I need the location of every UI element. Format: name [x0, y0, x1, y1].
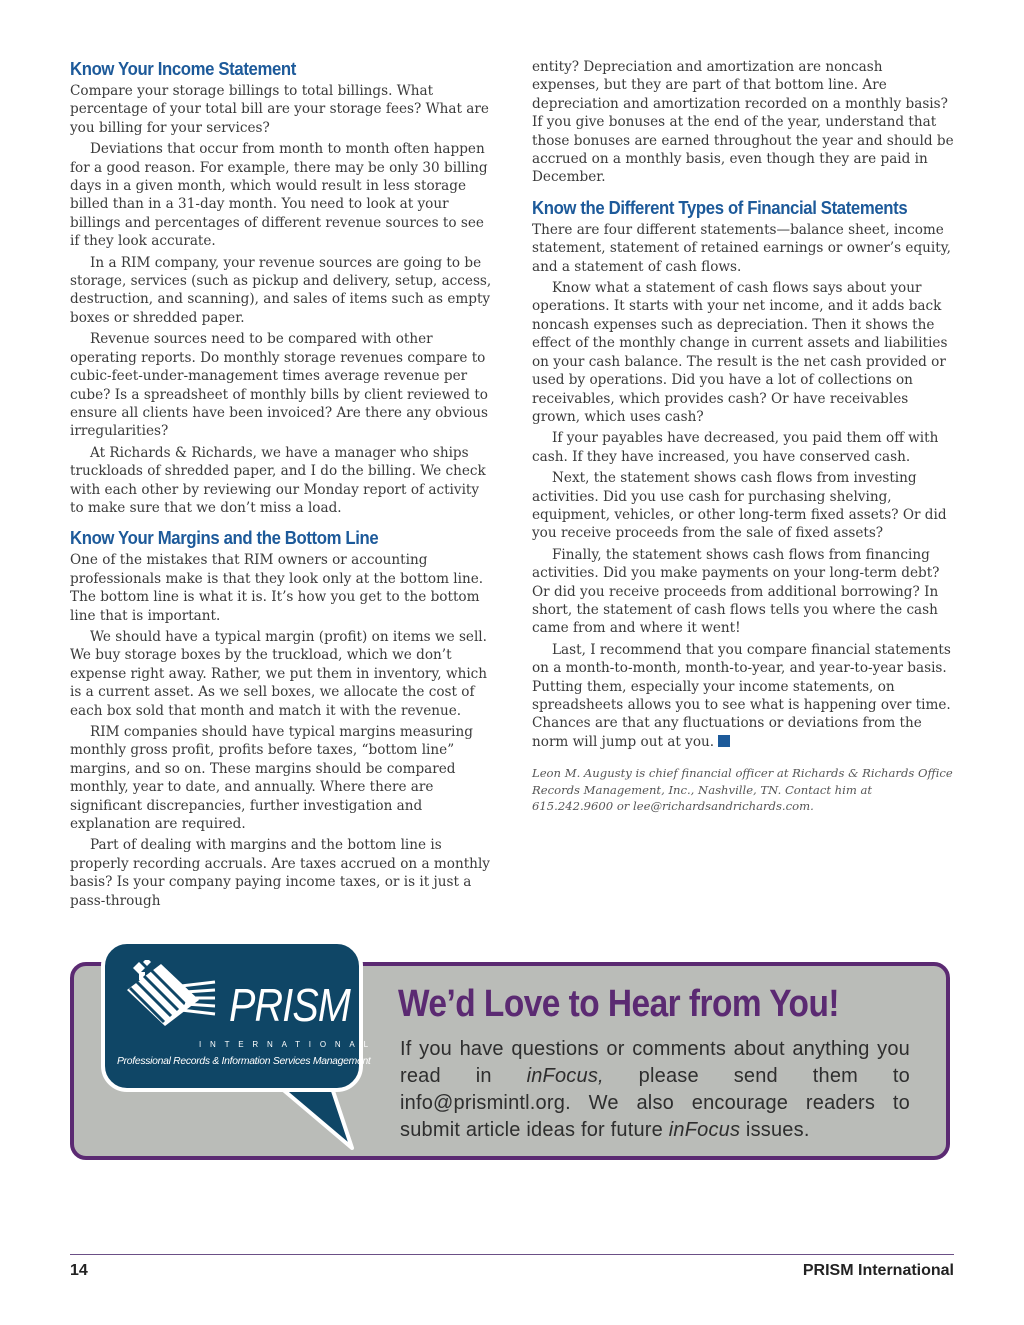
promo-title: We’d Love to Hear from You! — [398, 983, 839, 1025]
paragraph-continuation: entity? Depreciation and amortization are noncash expenses, but they are part of that bottom line. Are depreciation and amortization recorded on a monthly basis? If you give bonuses at the end of the year, understand that those bonuses are earned throughout the year and should be accrued on a monthly basis, even though they are paid in December. — [532, 59, 954, 186]
paragraph: Part of dealing with margins and the bottom line is properly recording accruals. Are taxes accrued on a monthly basis? Is your company paying income taxes, or is it just a pass-through — [70, 837, 490, 909]
logo-wordmark: PRISM — [229, 979, 350, 1031]
paragraph: RIM companies should have typical margins measuring monthly gross profit, profits before taxes, “bottom line” margins, and so on. These margins should be compared monthly, year to date, and annually. Where there are significant discrepancies, further investigation and explanation are required. — [70, 724, 473, 833]
promo-body-text-3: issues. — [740, 1119, 810, 1141]
promo-body-text-1: If you have questions or comments about anything you read in — [400, 1038, 910, 1087]
page-number: 14 — [70, 1262, 88, 1279]
promo-body-text-2: please send them to info@prismintl.org. We also encourage readers to submit article ideas for future — [400, 1065, 910, 1141]
prism-logo-mark-icon — [121, 960, 217, 1036]
author-byline: Leon M. Augusty is chief financial officer at Richards & Richards Office Records Management, Inc., Nashville, TN. Contact him at 615.242.9600 or lee@richardsandrichards.com. — [532, 766, 953, 814]
heading-margins-bottom-line: Know Your Margins and the Bottom Line — [70, 528, 379, 549]
speech-bubble-tail — [270, 1082, 360, 1152]
paragraph: At Richards & Richards, we have a manager who ships truckloads of shredded paper, and I do the billing. We check with each other by reviewing our Monday report of activity to make sure that we don’t miss a load. — [70, 444, 486, 516]
paragraph: Next, the statement shows cash flows from investing activities. Did you use cash for purchasing shelving, equipment, vehicles, or other long-term fixed assets? Or did you receive proceeds from the sale of fixed assets? — [532, 470, 947, 542]
publication-name-italic: inFocus, — [526, 1065, 604, 1087]
paragraph: Finally, the statement shows cash flows from financing activities. Did you make payments on your long-term debt? Or did you receive proceeds from additional borrowing? In short, the statement of cash flows tells you where the cash came from and where it went! — [532, 546, 940, 637]
paragraph: Deviations that occur from month to month often happen for a good reason. For example, there may be only 30 billing days in a given month, which would result in less storage billed than in a 31-day month. You need to look at your billings and percentages of different revenue sources to see if they look accurate. — [70, 141, 488, 250]
publication-name: PRISM International — [802, 1262, 954, 1279]
footer-divider — [70, 1254, 954, 1255]
end-of-article-square-icon — [718, 735, 730, 747]
logo-tagline: Professional Records & Information Services Management — [117, 1056, 371, 1067]
logo-subtitle: INTERNATIONAL — [199, 1040, 377, 1049]
paragraph: One of the mistakes that RIM owners or accounting professionals make is that they look only at the bottom line. The bottom line is what it is. It’s how you get to the bottom line that is important. — [70, 552, 484, 624]
left-column — [70, 58, 492, 913]
paragraph: Know what a statement of cash flows says about your operations. It starts with your net income, and it adds back noncash expenses such as depreciation. Then it shows the effect of the monthly change in current assets and liabilities on your cash balance. The result is the net cash provided or used by operations. Did you have a lot of collections on receivables, which provides cash? Or have receivables grown, which uses cash? — [532, 280, 948, 425]
paragraph: We should have a typical margin (profit) on items we sell. We buy storage boxes by the truckload, which we don’t expense right away. Rather, we put them in inventory, which is a current asset. As we sell boxes, we allocate the cost of each box sold that month and match it with the revenue. — [70, 628, 488, 719]
paragraph: In a RIM company, your revenue sources are going to be storage, services (such as pickup and delivery, setup, access, destruction, and scanning), and sales of items such as empty boxes or shredded paper. — [70, 254, 492, 326]
right-column — [532, 58, 954, 815]
publication-name-italic: inFocus — [668, 1119, 741, 1141]
paragraph: Revenue sources need to be compared with other operating reports. Do monthly storage revenues compare to cubic-feet-under-management times average revenue per cube? Is a spreadsheet of monthly bills by client reviewed to ensure all clients have been invoiced? Are there any obvious irregularities? — [70, 331, 488, 440]
heading-income-statement: Know Your Income Statement — [70, 59, 296, 79]
heading-financial-statements: Know the Different Types of Financial Statements — [532, 197, 908, 218]
prism-logo-bubble — [101, 940, 377, 1092]
paragraph-last-text: Last, I recommend that you compare financial statements on a month-to-month, month-to-year, and year-to-year basis. Putting them, especially your income statements, on spreadsheets allows you to see what is happening over time. Chances are that any fluctuations or deviations from the norm will jump out at you. — [532, 641, 951, 750]
paragraph: There are four different statements—balance sheet, income statement, statement of retained earnings or owner’s equity, and a statement of cash flows. — [532, 221, 951, 275]
paragraph: Compare your storage billings to total billings. What percentage of your total bill are your storage fees? What are you billing for your services? — [70, 83, 489, 136]
promo-body — [400, 1036, 910, 1144]
paragraph: If your payables have decreased, you paid them off with cash. If they have increased, you have conserved cash. — [532, 430, 939, 465]
paragraph-last — [532, 641, 954, 751]
